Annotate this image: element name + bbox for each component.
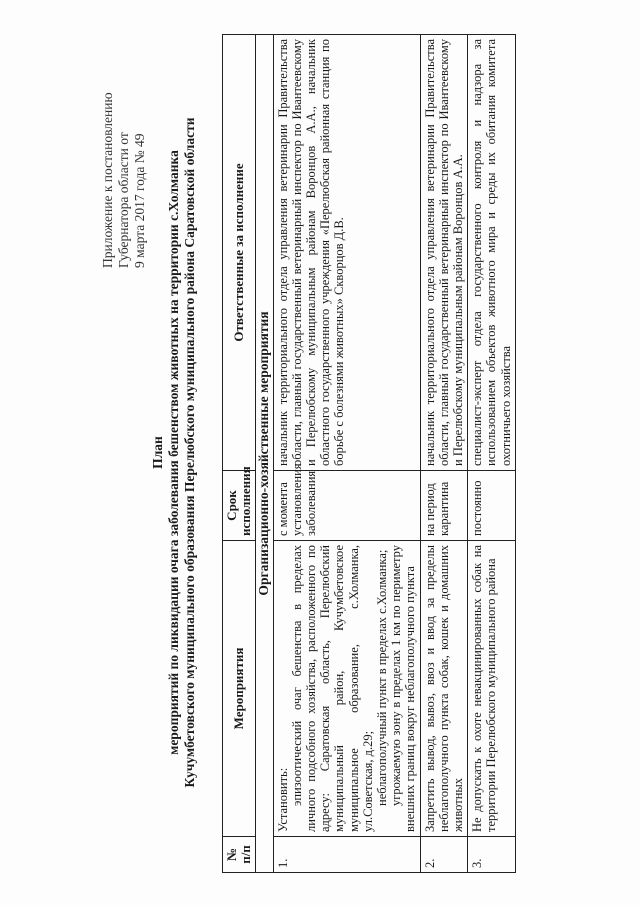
approval-line-3: 9 марта 2017 года № 49 bbox=[132, 133, 147, 268]
measure-part: эпизоотический очаг бешенства в пределах личного подсобного хозяйства, расположенного по адресу: Саратовская область, Перелюбский муниципальный район, Кучумбетовское муниципальное образование, с.Холманка, ул.Советская, д.29; bbox=[289, 545, 375, 832]
row-deadline: с момента установления заболевания bbox=[273, 471, 420, 541]
row-measure: Запретить вывод, вывоз, ввоз и ввод за пределы неблагополучного пункта собак, кошек и домашних животных bbox=[420, 541, 468, 837]
measure-part: угрожаемую зону в пределах 1 км по периметру внешних границ вокруг неблагополучного пункта bbox=[389, 545, 418, 832]
approval-stamp bbox=[100, 8, 148, 268]
section-row bbox=[256, 35, 273, 873]
title-plan: План bbox=[150, 436, 165, 469]
row-measure: Не допускать к охоте невакцинированных собак на территории Перелюбского муниципального района bbox=[468, 541, 516, 837]
approval-line-2: Губернатора области от bbox=[116, 132, 131, 268]
measures-table bbox=[222, 34, 516, 873]
table-header-row bbox=[223, 35, 256, 873]
row-number: 1. bbox=[273, 837, 420, 873]
table-row bbox=[273, 35, 420, 873]
measure-intro: Установить: bbox=[275, 767, 290, 832]
row-deadline: на период карантина bbox=[420, 471, 468, 541]
row-measure bbox=[273, 541, 420, 837]
header-measures: Мероприятия bbox=[223, 541, 256, 837]
section-title: Организационно-хозяйственные мероприятия bbox=[256, 35, 273, 873]
title-subject: мероприятий по ликвидации очага заболевания бешенством животных на территории с.Холманка bbox=[166, 150, 181, 755]
row-number: 3. bbox=[468, 837, 516, 873]
document-title bbox=[150, 30, 198, 875]
header-deadline: Срок исполнения bbox=[223, 471, 256, 541]
table-row bbox=[468, 35, 516, 873]
measure-part: неблагополучный пункт в пределах с.Холманка; bbox=[375, 549, 390, 806]
row-deadline: постоянно bbox=[468, 471, 516, 541]
title-location: Кучумбетовского муниципального образования Перелюбского муниципального района Саратовской области bbox=[182, 117, 197, 788]
table-row bbox=[420, 35, 468, 873]
header-number: № п/п bbox=[223, 837, 256, 873]
header-responsible: Ответственные за исполнение bbox=[223, 35, 256, 471]
row-responsible: специалист-эксперт отдела государственного контроля и надзора за использованием объектов животного мира и среды их обитания комитета охотничьего хозяйства bbox=[468, 35, 516, 471]
row-responsible: начальник территориального отдела управления ветеринарии Правительства области, главный государственный ветеринарный инспектор по Ивантеевскому и Перелюбскому муниципальным районам Воронцов А.А., начальник областного государственного учреждения «Перелюбская районная станция по борьбе с болезнями животных» Скворцов Д.В. bbox=[273, 35, 420, 471]
row-number: 2. bbox=[420, 837, 468, 873]
row-responsible: начальник территориального отдела управления ветеринарии Правительства области, главный государственный ветеринарный инспектор по Ивантеевскому и Перелюбскому муниципальным районам Воронцов А.А. bbox=[420, 35, 468, 471]
approval-line-1: Приложение к постановлению bbox=[100, 92, 115, 268]
